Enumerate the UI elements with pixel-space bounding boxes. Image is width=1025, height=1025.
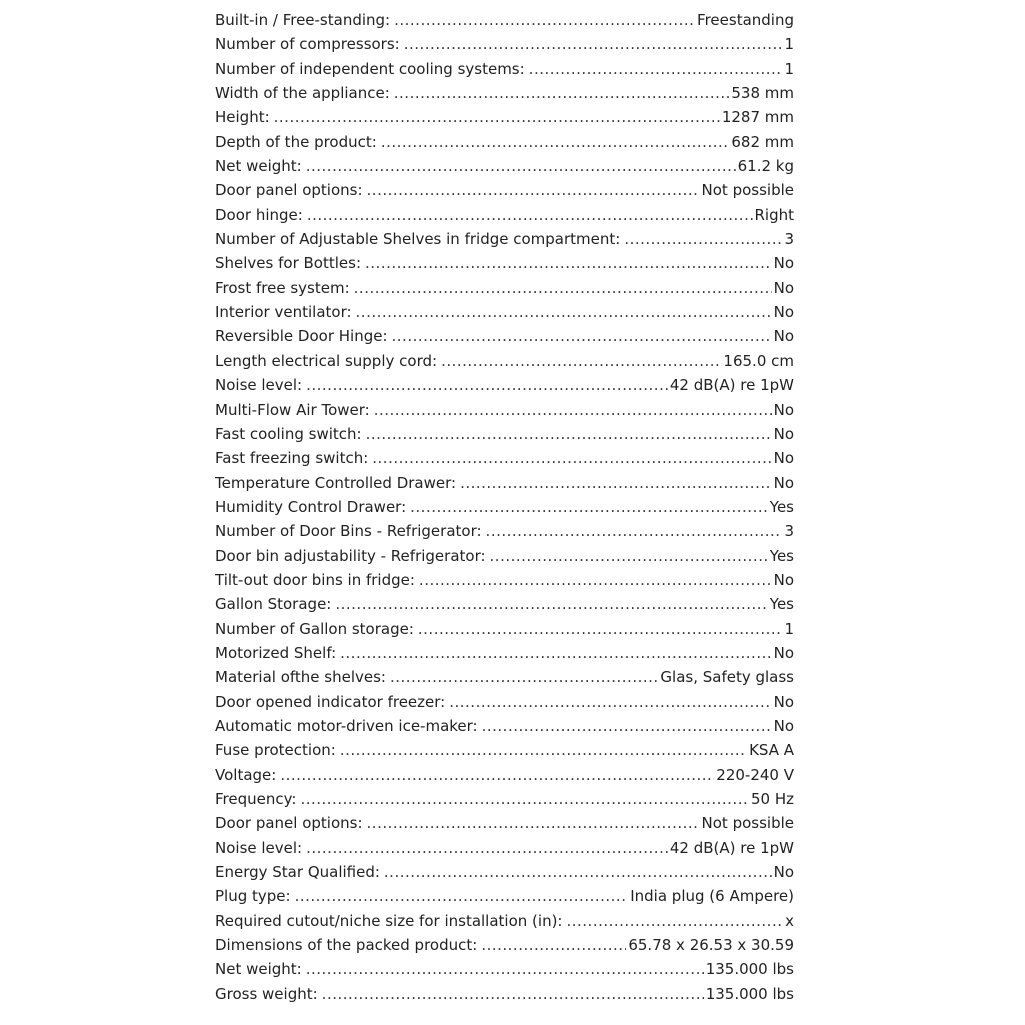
spec-label: Automatic motor-driven ice-maker: [215, 716, 478, 735]
dot-leader [529, 60, 783, 78]
spec-list [215, 11, 794, 1009]
spec-label: Dimensions of the packed product: [215, 936, 478, 955]
spec-row [215, 279, 794, 303]
spec-value: 165.0 cm [723, 351, 794, 370]
dot-leader [280, 766, 714, 784]
dot-leader [340, 741, 747, 759]
spec-row [215, 327, 794, 351]
spec-row [215, 60, 794, 84]
spec-label: Number of compressors: [215, 35, 400, 54]
dot-leader [390, 668, 658, 686]
spec-label: Built-in / Free-standing: [215, 11, 391, 29]
spec-row [215, 425, 794, 449]
spec-value: No [773, 400, 794, 419]
dot-leader [418, 620, 783, 638]
spec-value: No [773, 570, 794, 589]
dot-leader [306, 839, 668, 857]
spec-row [215, 35, 794, 59]
spec-row [215, 547, 794, 571]
spec-value: No [773, 643, 794, 662]
spec-value: KSA A [749, 741, 794, 760]
spec-row [215, 449, 794, 473]
spec-value: No [773, 327, 794, 346]
dot-leader [354, 279, 772, 297]
spec-value: No [773, 449, 794, 468]
spec-label: Number of Adjustable Shelves in fridge compartment: [215, 230, 621, 249]
spec-row [215, 108, 794, 132]
dot-leader [566, 912, 783, 930]
dot-leader [306, 157, 736, 175]
spec-label: Length electrical supply cord: [215, 351, 438, 370]
spec-value: 42 dB(A) re 1pW [669, 376, 794, 395]
spec-row [215, 717, 794, 741]
spec-row [215, 571, 794, 595]
dot-leader [274, 108, 720, 126]
spec-value: Right [754, 205, 794, 224]
spec-label: Door panel options: [215, 181, 363, 200]
spec-value: 538 mm [731, 84, 794, 103]
dot-leader [486, 522, 783, 540]
spec-label: Tilt-out door bins in fridge: [215, 570, 415, 589]
dot-leader [460, 474, 772, 492]
spec-label: Door bin adjustability - Refrigerator: [215, 546, 486, 565]
spec-row [215, 960, 794, 984]
dot-leader [367, 814, 700, 832]
spec-value: No [773, 863, 794, 882]
spec-label: Noise level: [215, 376, 303, 395]
spec-label: Door hinge: [215, 205, 303, 224]
spec-label: Voltage: [215, 765, 277, 784]
spec-row [215, 644, 794, 668]
spec-value: No [773, 303, 794, 322]
spec-row [215, 790, 794, 814]
dot-leader [482, 717, 772, 735]
dot-leader [384, 863, 772, 881]
spec-value: No [773, 254, 794, 273]
spec-label: Temperature Controlled Drawer: [215, 473, 457, 492]
spec-row [215, 84, 794, 108]
dot-leader [404, 35, 783, 53]
spec-value: 682 mm [731, 132, 794, 151]
spec-value: Yes [769, 546, 794, 565]
spec-value: No [773, 278, 794, 297]
spec-row [215, 839, 794, 863]
dot-leader [340, 644, 771, 662]
spec-row [215, 814, 794, 838]
spec-value: 220-240 V [716, 765, 794, 784]
dot-leader [394, 11, 695, 29]
spec-row [215, 230, 794, 254]
dot-leader [365, 254, 772, 272]
spec-label: Door panel options: [215, 814, 363, 833]
spec-row [215, 181, 794, 205]
dot-leader [372, 449, 771, 467]
spec-label: Fast cooling switch: [215, 424, 362, 443]
spec-row [215, 157, 794, 181]
spec-label: Humidity Control Drawer: [215, 497, 407, 516]
spec-row [215, 863, 794, 887]
spec-label: Frequency: [215, 790, 297, 808]
spec-value: 3 [784, 522, 794, 541]
spec-row [215, 11, 794, 35]
dot-leader [392, 327, 772, 345]
spec-label: Multi-Flow Air Tower: [215, 400, 370, 419]
spec-label: Number of Gallon storage: [215, 619, 414, 638]
spec-value: 135.000 lbs [705, 984, 794, 1003]
spec-row [215, 254, 794, 278]
spec-row [215, 668, 794, 692]
spec-label: Door opened indicator freezer: [215, 692, 446, 711]
spec-label: Required cutout/niche size for installation (in): [215, 911, 563, 930]
spec-label: Noise level: [215, 838, 303, 857]
spec-value: India plug (6 Ampere) [630, 887, 794, 906]
spec-value: 61.2 kg [737, 157, 794, 176]
spec-label: Shelves for Bottles: [215, 254, 362, 273]
spec-label: Net weight: [215, 960, 302, 979]
spec-value: No [773, 473, 794, 492]
dot-leader [394, 84, 730, 102]
spec-label: Net weight: [215, 157, 302, 176]
dot-leader [367, 181, 700, 199]
spec-value: No [773, 692, 794, 711]
spec-row [215, 693, 794, 717]
spec-value: 50 Hz [750, 790, 794, 808]
spec-value: 1 [784, 35, 794, 54]
spec-label: Number of independent cooling systems: [215, 59, 525, 78]
dot-leader [366, 425, 772, 443]
dot-leader [381, 133, 730, 151]
dot-leader [356, 303, 772, 321]
spec-value: No [773, 716, 794, 735]
spec-value: 65.78 x 26.53 x 30.59 [628, 936, 794, 955]
spec-row [215, 133, 794, 157]
dot-leader [624, 230, 782, 248]
dot-leader [441, 352, 721, 370]
spec-row [215, 474, 794, 498]
spec-label: Energy Star Qualified: [215, 863, 380, 882]
dot-leader [449, 693, 771, 711]
spec-value: 1 [784, 59, 794, 78]
spec-value: Not possible [701, 181, 794, 200]
spec-value: 1287 mm [721, 108, 794, 127]
dot-leader [306, 376, 668, 394]
spec-row [215, 376, 794, 400]
spec-row [215, 985, 794, 1009]
spec-label: Frost free system: [215, 278, 350, 297]
spec-value: 3 [784, 230, 794, 249]
spec-label: Reversible Door Hinge: [215, 327, 388, 346]
dot-leader [374, 401, 772, 419]
spec-value: x [785, 911, 794, 930]
spec-label: Gallon Storage: [215, 595, 332, 614]
spec-value: 42 dB(A) re 1pW [669, 838, 794, 857]
spec-row [215, 936, 794, 960]
dot-leader [300, 790, 749, 808]
spec-value: Glas, Safety glass [660, 668, 794, 687]
dot-leader [295, 887, 629, 905]
dot-leader [410, 498, 768, 516]
spec-value: Not possible [701, 814, 794, 833]
spec-value: Freestanding [697, 11, 794, 29]
spec-label: Width of the appliance: [215, 84, 390, 103]
spec-label: Material ofthe shelves: [215, 668, 386, 687]
spec-label: Interior ventilator: [215, 303, 352, 322]
dot-leader [307, 206, 753, 224]
spec-row [215, 741, 794, 765]
spec-row [215, 401, 794, 425]
dot-leader [335, 595, 767, 613]
spec-row [215, 303, 794, 327]
spec-value: 1 [784, 619, 794, 638]
dot-leader [306, 960, 704, 978]
spec-value: Yes [769, 595, 794, 614]
spec-row [215, 766, 794, 790]
spec-value: 135.000 lbs [705, 960, 794, 979]
spec-label: Height: [215, 108, 270, 127]
spec-row [215, 887, 794, 911]
spec-label: Fast freezing switch: [215, 449, 369, 468]
dot-leader [419, 571, 772, 589]
spec-label: Motorized Shelf: [215, 643, 337, 662]
spec-label: Number of Door Bins - Refrigerator: [215, 522, 482, 541]
spec-label: Gross weight: [215, 984, 318, 1003]
dot-leader [490, 547, 768, 565]
spec-label: Depth of the product: [215, 132, 377, 151]
spec-row [215, 206, 794, 230]
spec-row [215, 522, 794, 546]
dot-leader [322, 985, 704, 1003]
spec-label: Fuse protection: [215, 741, 336, 760]
spec-row [215, 352, 794, 376]
spec-row [215, 498, 794, 522]
spec-row [215, 620, 794, 644]
spec-value: No [773, 424, 794, 443]
spec-row [215, 595, 794, 619]
spec-label: Plug type: [215, 887, 291, 906]
spec-value: Yes [769, 497, 794, 516]
spec-row [215, 912, 794, 936]
dot-leader [481, 936, 626, 954]
